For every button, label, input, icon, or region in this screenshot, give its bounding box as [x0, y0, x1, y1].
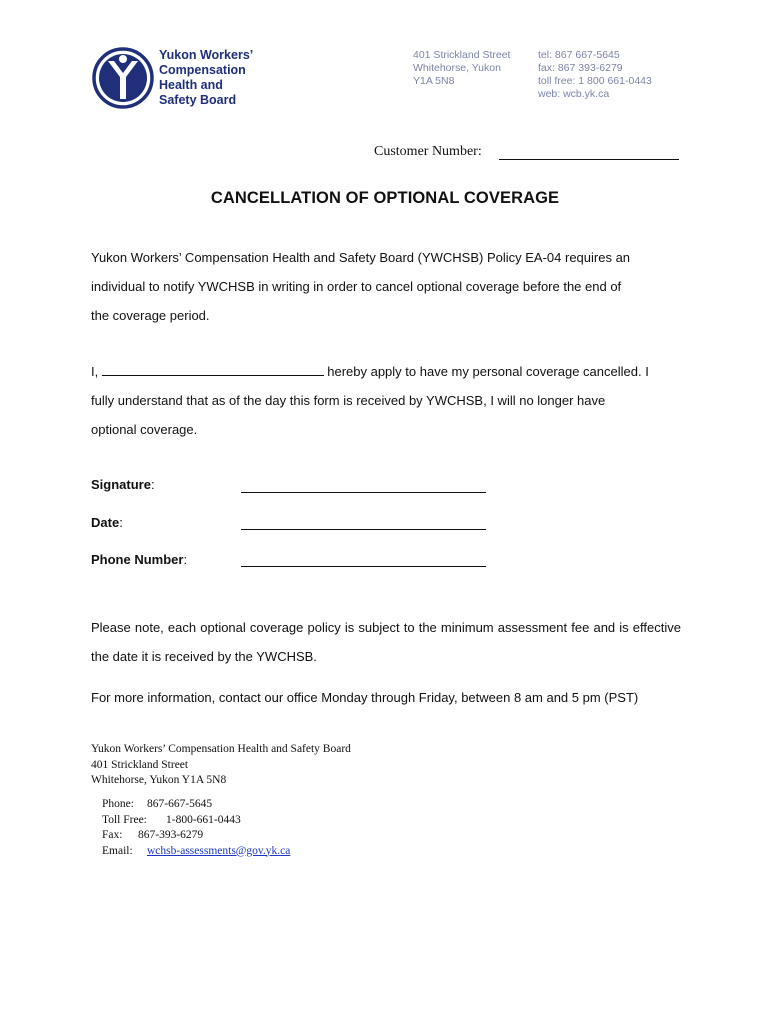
note-text: Please note, each optional coverage policy is subject to the minimum assessment fee and is effective the date it is received by the YWCHSB.: [91, 620, 681, 664]
declaration-suffix: hereby apply to have my personal coverage cancelled. I: [327, 364, 649, 379]
customer-number-label: Customer Number:: [374, 144, 482, 159]
signature-label: Signature:: [91, 477, 155, 492]
footer-contacts: [102, 797, 290, 859]
date-label: Date:: [91, 515, 123, 530]
header-address: [413, 49, 510, 88]
footer-address-line: Whitehorse, Yukon Y1A 5N8: [91, 774, 227, 786]
date-field[interactable]: [241, 529, 486, 530]
paragraph-line: individual to notify YWCHSB in writing in order to cancel optional coverage before the end of: [91, 279, 622, 294]
footer-tollfree-row: Toll Free: 1-800-661-0443: [102, 813, 241, 826]
signature-field[interactable]: [241, 492, 486, 493]
customer-number-field[interactable]: [499, 159, 679, 160]
header-tollfree: toll free: 1 800 661-0443: [538, 75, 652, 87]
header-contact: [538, 49, 652, 101]
org-name: [159, 48, 253, 108]
header-address-line: 401 Strickland Street: [413, 49, 511, 61]
org-name-line: Health and: [159, 78, 223, 92]
footer-address-line: Yukon Workers’ Compensation Health and Safety Board: [91, 743, 351, 755]
header-fax: fax: 867 393-6279: [538, 62, 623, 74]
phone-number-field[interactable]: [241, 566, 486, 567]
page-title: CANCELLATION OF OPTIONAL COVERAGE: [210, 189, 560, 207]
phone-number-label: Phone Number:: [91, 552, 188, 567]
footer-phone-row: Phone: 867-667-5645: [102, 798, 213, 810]
header-web[interactable]: web: wcb.yk.ca: [538, 88, 610, 100]
ywchsb-logo: [92, 47, 154, 109]
footer-address: [91, 742, 351, 789]
header-tel: tel: 867 667-5645: [538, 49, 620, 61]
org-name-line: Safety Board: [159, 93, 237, 107]
name-field[interactable]: [102, 363, 324, 376]
declaration-prefix: I,: [91, 364, 99, 379]
assessment-note: [91, 613, 681, 671]
footer-email-row: Email: wchsb-assessments@gov.yk.ca: [102, 844, 291, 857]
email-link[interactable]: wchsb-assessments@gov.yk.ca: [147, 844, 291, 857]
org-name-line: Compensation: [159, 63, 246, 77]
paragraph-line: optional coverage.: [91, 422, 198, 437]
org-name-line: Yukon Workers’: [159, 48, 254, 62]
office-hours-text: For more information, contact our office Monday through Friday, between 8 am and 5 pm (PST): [91, 690, 639, 705]
declaration-first-line: [91, 357, 681, 386]
policy-paragraph: [91, 243, 681, 330]
header-address-line: Y1A 5N8: [413, 75, 455, 87]
header-address-line: Whitehorse, Yukon: [413, 62, 501, 74]
paragraph-line: the coverage period.: [91, 308, 210, 323]
footer-fax-row: Fax: 867-393-6279: [102, 829, 204, 841]
footer-address-line: 401 Strickland Street: [91, 758, 189, 771]
paragraph-line: fully understand that as of the day this form is received by YWCHSB, I will no longer have: [91, 393, 606, 408]
paragraph-line: Yukon Workers’ Compensation Health and Safety Board (YWCHSB) Policy EA-04 requires an: [91, 250, 631, 265]
declaration-paragraph: [91, 357, 681, 444]
